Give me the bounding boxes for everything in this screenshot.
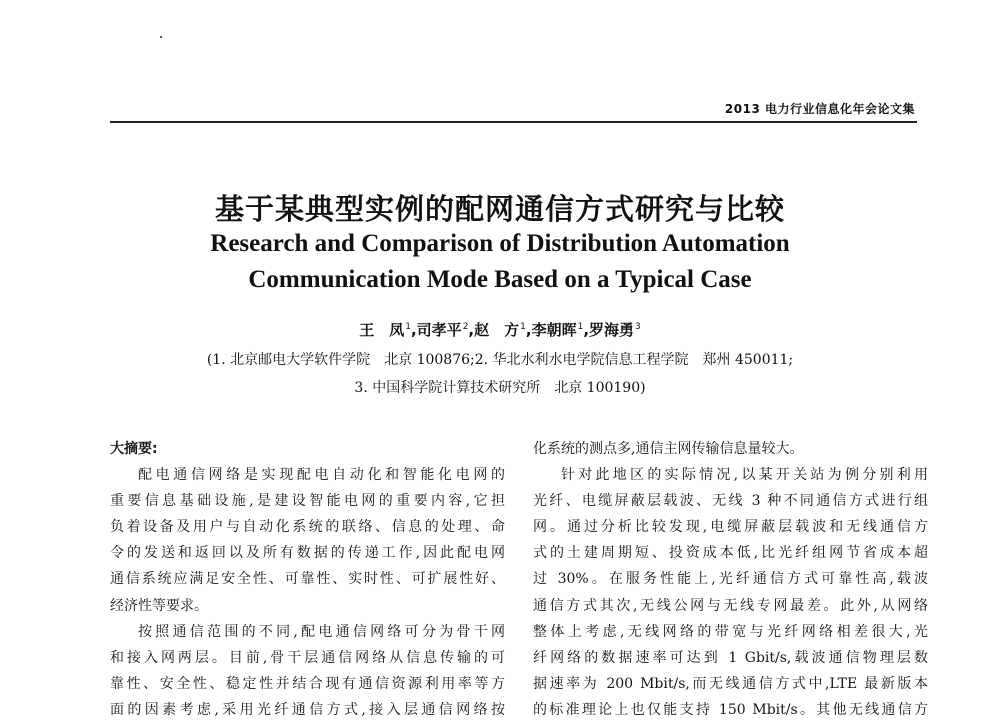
body-column-left: [110, 436, 505, 723]
text-line: 靠性、安全性、稳定性并结合现有通信资源利用率等方: [110, 675, 505, 692]
text-line: 令的发送和返回以及所有数据的传递工作,因此配电网: [110, 545, 505, 562]
text-line: 经济性等要求。: [110, 597, 208, 614]
paper-title-english-line-2: Communication Mode Based on a Typical Case: [248, 266, 752, 293]
paper-title-chinese: 基于某典型实例的配网通信方式研究与比较: [214, 192, 785, 226]
text-line: 负着设备及用户与自动化系统的联络、信息的处理、命: [110, 519, 505, 536]
scan-speck: [160, 36, 162, 38]
author-affiliation-mark: 1: [577, 322, 584, 332]
text-line: 面的因素考虑,采用光纤通信方式,接入层通信网络按: [110, 701, 505, 718]
author-affiliation-mark: 2: [462, 322, 469, 332]
header-rule: [110, 121, 917, 123]
text-line: 纤网络的数据速率可达到 1 Gbit/s,载波通信物理层数: [533, 649, 928, 666]
text-line: 光纤、电缆屏蔽层载波、无线 3 种不同通信方式进行组: [533, 493, 928, 510]
text-line: 据速率为 200 Mbit/s,而无线通信方式中,LTE 最新版本: [533, 675, 928, 692]
author-name: 司孝平: [416, 321, 462, 339]
author-separator: ,: [468, 321, 475, 339]
text-line: 整体上考虑,无线网络的带宽与光纤网络相差很大,光: [533, 623, 928, 640]
text-line: 按照通信范围的不同,配电通信网络可分为骨干网: [138, 623, 505, 640]
author-affiliation-mark: 1: [520, 322, 526, 332]
author-separator: ,: [410, 321, 417, 339]
text-line: 的标准理论上也仅能支持 150 Mbit/s。其他无线通信方: [533, 701, 928, 718]
author-name: 赵 方: [474, 321, 520, 339]
text-line: 式的土建周期短、投资成本低,比光纤组网节省成本超: [533, 545, 928, 562]
text-line: 过 30%。在服务性能上,光纤通信方式可靠性高,载波: [533, 571, 928, 588]
author-affiliation-mark: 3: [635, 322, 641, 332]
text-line: 通信方式其次,无线公网与无线专网最差。此外,从网络: [533, 597, 928, 614]
text-line: 配电通信网络是实现配电自动化和智能化电网的: [138, 467, 505, 484]
text-line: 通信系统应满足安全性、可靠性、实时性、可扩展性好、: [110, 571, 505, 588]
author-name: 王 凤: [359, 321, 405, 339]
body-column-right: [533, 436, 928, 723]
text-line: 重要信息基础设施,是建设智能电网的重要内容,它担: [110, 493, 505, 510]
affiliation-line-1: (1. 北京邮电大学软件学院 北京 100876;2. 华北水利水电学院信息工程学院 郑州 450011;: [206, 352, 794, 368]
text-line: 针对此地区的实际情况,以某开关站为例分别利用: [561, 467, 928, 484]
abstract-label: 大摘要:: [110, 441, 158, 457]
author-list: [0, 319, 1000, 340]
paper-title-english-line-1: Research and Comparison of Distribution Automation: [210, 230, 790, 257]
author-separator: ,: [525, 321, 532, 339]
affiliation-line-2: 3. 中国科学院计算技术研究所 北京 100190): [354, 380, 646, 396]
text-line: 和接入网两层。目前,骨干层通信网络从信息传输的可: [110, 649, 505, 666]
running-head: 2013 电力行业信息化年会论文集: [724, 102, 915, 116]
author-name: 李朝晖: [531, 321, 577, 339]
author-name: 罗海勇: [589, 321, 635, 339]
text-line: 化系统的测点多,通信主网传输信息量较大。: [533, 441, 804, 457]
text-line: 网。通过分析比较发现,电缆屏蔽层载波和无线通信方: [533, 519, 928, 536]
author-affiliation-mark: 1: [405, 322, 411, 332]
author-separator: ,: [583, 321, 590, 339]
